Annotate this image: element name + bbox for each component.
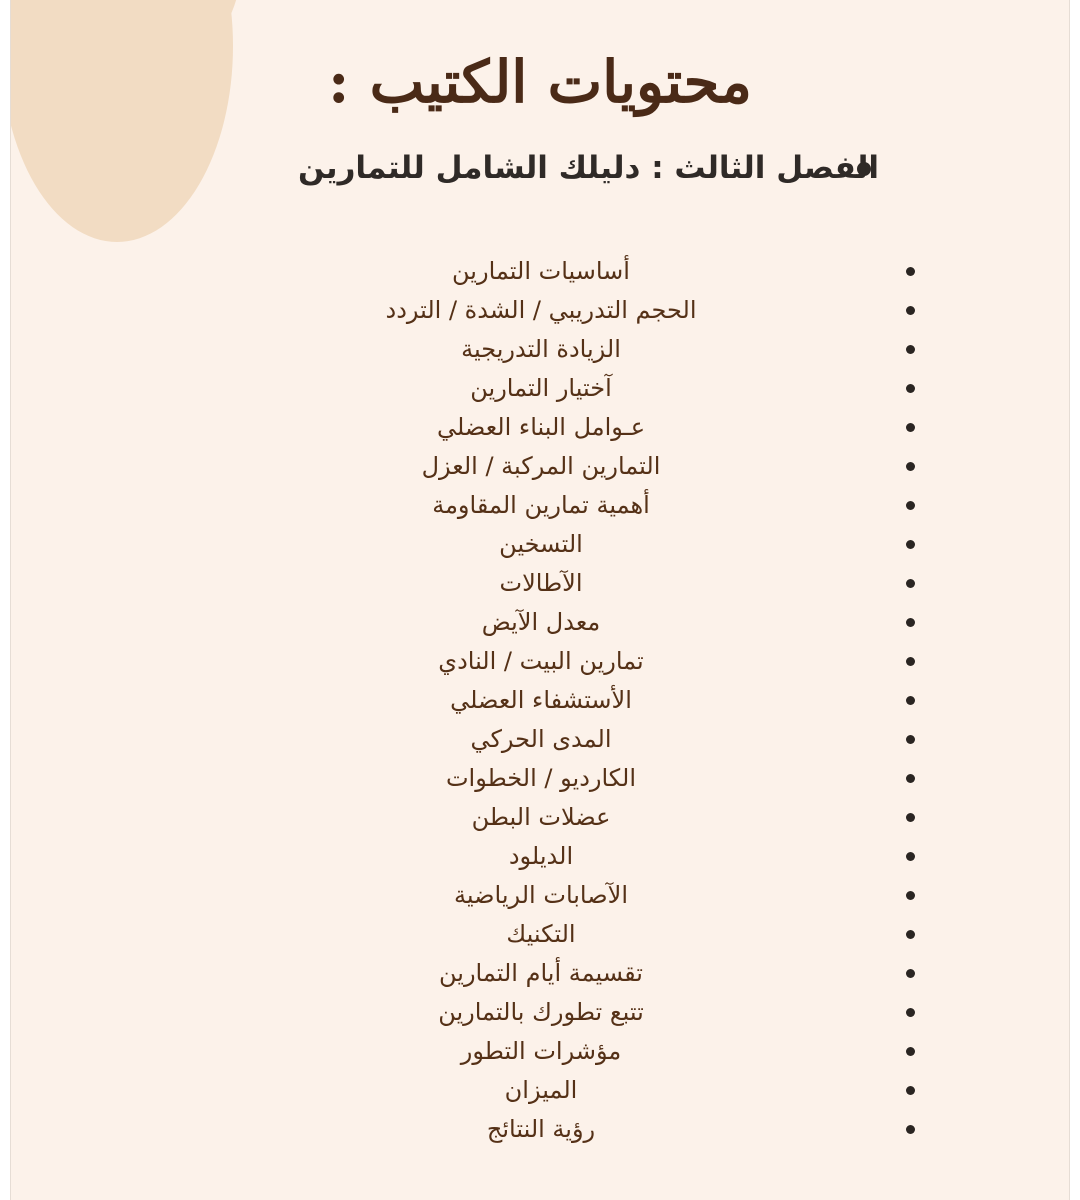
list-item-text: آختيار التمارين xyxy=(470,374,612,402)
list-item xyxy=(11,252,1069,291)
list-item xyxy=(11,1032,1069,1071)
bullet-dot-icon xyxy=(906,696,915,705)
list-item xyxy=(11,798,1069,837)
list-item xyxy=(11,330,1069,369)
list-item xyxy=(11,954,1069,993)
list-item-text: أساسيات التمارين xyxy=(452,257,630,285)
list-item-text: الحجم التدريبي / الشدة / التردد xyxy=(385,296,697,324)
list-item xyxy=(11,486,1069,525)
list-item-text: رؤية النتائج xyxy=(486,1115,596,1143)
list-item xyxy=(11,876,1069,915)
list-item xyxy=(11,993,1069,1032)
list-item-text: مؤشرات التطور xyxy=(460,1037,622,1065)
list-item-text: الميزان xyxy=(504,1076,578,1104)
list-item-text: الأستشفاء العضلي xyxy=(450,686,632,714)
list-item-text: تتبع تطورك بالتمارين xyxy=(438,998,644,1026)
bullet-dot-icon xyxy=(906,930,915,939)
bullet-dot-icon xyxy=(906,774,915,783)
bullet-dot-icon xyxy=(906,657,915,666)
list-item-text: المدى الحركي xyxy=(470,725,612,753)
bullet-dot-icon xyxy=(906,579,915,588)
bullet-dot-icon xyxy=(906,735,915,744)
bullet-dot-icon xyxy=(906,852,915,861)
list-item xyxy=(11,720,1069,759)
list-item xyxy=(11,642,1069,681)
list-item-text: التكنيك xyxy=(506,920,576,948)
list-item-text: تقسيمة أيام التمارين xyxy=(439,959,643,987)
list-item-text: عـوامل البناء العضلي xyxy=(436,413,646,441)
list-item-text: أهمية تمارين المقاومة xyxy=(432,491,650,519)
list-item xyxy=(11,408,1069,447)
list-item xyxy=(11,1071,1069,1110)
list-item xyxy=(11,564,1069,603)
list-item-text: الديلود xyxy=(508,842,574,870)
bullet-dot-icon xyxy=(906,267,915,276)
bullet-dot-icon xyxy=(906,423,915,432)
bullet-dot-icon xyxy=(906,891,915,900)
bullet-dot-icon xyxy=(906,813,915,822)
bullet-dot-icon xyxy=(906,969,915,978)
list-item xyxy=(11,291,1069,330)
list-item-text: التمارين المركبة / العزل xyxy=(421,452,661,480)
list-item xyxy=(11,603,1069,642)
bullet-dot-icon xyxy=(906,501,915,510)
list-item-text: تمارين البيت / النادي xyxy=(438,647,644,675)
bullet-dot-icon xyxy=(906,1125,915,1134)
bullet-dot-icon xyxy=(906,1047,915,1056)
page-title: محتويات الكتيب : xyxy=(328,48,752,116)
list-item-text: عضلات البطن xyxy=(471,803,611,831)
list-item xyxy=(11,1110,1069,1149)
section-heading: الفصل الثالث : دليلك الشامل للتمارين xyxy=(298,150,879,186)
list-item-text: التسخين xyxy=(499,530,583,558)
list-item-text: معدل الآيض xyxy=(481,608,601,636)
bullet-dot-icon xyxy=(906,462,915,471)
list-item xyxy=(11,447,1069,486)
list-item xyxy=(11,681,1069,720)
list-item xyxy=(11,525,1069,564)
list-item-text: الآطالات xyxy=(499,569,583,597)
bullet-dot-icon xyxy=(906,384,915,393)
list-item xyxy=(11,915,1069,954)
bullet-dot-icon xyxy=(906,345,915,354)
bullet-dot-icon xyxy=(906,306,915,315)
list-item-text: الكارديو / الخطوات xyxy=(445,764,637,792)
bullet-dot-icon xyxy=(906,1008,915,1017)
bullet-dot-icon xyxy=(906,540,915,549)
contents-list xyxy=(11,252,1069,1149)
document-page xyxy=(10,0,1070,1200)
list-item xyxy=(11,369,1069,408)
list-item-text: الآصابات الرياضية xyxy=(454,881,628,909)
list-item-text: الزيادة التدريجية xyxy=(461,335,621,363)
list-item xyxy=(11,837,1069,876)
bullet-dot-icon xyxy=(906,618,915,627)
bullet-dot-icon xyxy=(906,1086,915,1095)
list-item xyxy=(11,759,1069,798)
